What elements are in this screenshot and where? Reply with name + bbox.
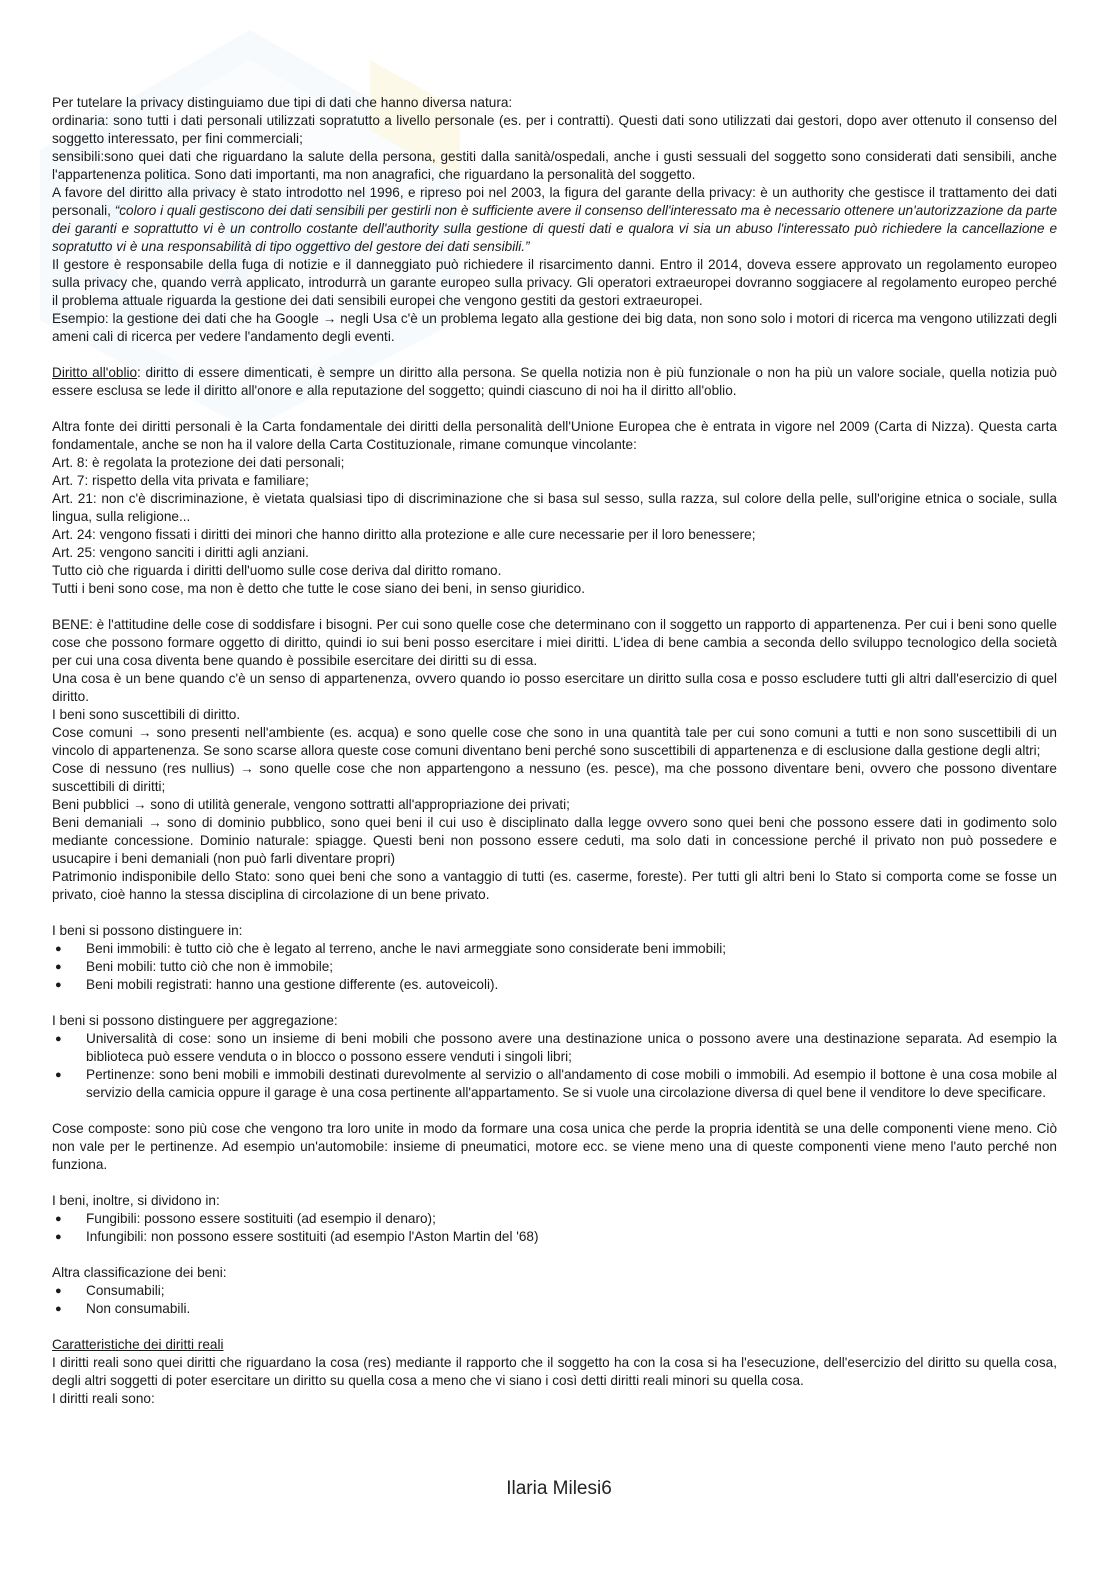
list-item <box>52 1300 1057 1318</box>
list-intro: I beni si possono distinguere per aggregazione: <box>52 1013 338 1028</box>
bullet-icon: ● <box>55 961 62 973</box>
list-intro: Altra classificazione dei beni: <box>52 1265 227 1280</box>
paragraph: Cose di nessuno (res nullius) → sono quelle cose che non appartengono a nessuno (es. pesce), ma che possono diventare beni, ovvero che possono diventare suscettibili di diritti; <box>52 761 1057 794</box>
bullet-list <box>52 1030 1057 1102</box>
list-item <box>52 1030 1057 1066</box>
paragraph: Cose comuni → sono presenti nell'ambiente (es. acqua) e sono quelle cose che sono in una quantità tale per cui sono comuni a tutti e non sono suscettibili di un vincolo di appartenenza. Se sono scarse allora queste cose comuni diventano beni perché sono suscettibili di appartenenza e di esclusione dalla gestione degli altri; <box>52 725 1057 758</box>
article-line: Art. 24: vengono fissati i diritti dei minori che hanno diritto alla protezione e alle cure necessarie per il loro benessere; <box>52 527 756 542</box>
paragraph-text: : diritto di essere dimenticati, è sempre un diritto alla persona. Se quella notizia non è più funzionale o non ha più un valore sociale, quella notizia può essere esclusa se lede il diritto all'onore e alla reputazione del soggetto; quindi ciascuno di noi ha il diritto all'oblio. <box>52 365 1057 398</box>
list-item <box>52 958 1057 976</box>
list-item <box>52 1066 1057 1102</box>
list-intro: I beni, inoltre, si dividono in: <box>52 1193 220 1208</box>
paragraph: I diritti reali sono: <box>52 1391 155 1406</box>
article-line: Art. 21: non c'è discriminazione, è vietata qualsiasi tipo di discriminazione che si basa sul sesso, sulla razza, sul colore della pelle, sull'origine etnica o sociale, sulla lingua, sulla religione... <box>52 491 1057 524</box>
bullet-icon: ● <box>55 1285 62 1297</box>
paragraph: Tutti i beni sono cose, ma non è detto che tutte le cose siano dei beni, in senso giuridico. <box>52 581 585 596</box>
document-page <box>52 94 1057 1408</box>
paragraph: Esempio: la gestione dei dati che ha Google → negli Usa c'è un problema legato alla gestione dei big data, non sono solo i motori di ricerca ma vengono utilizzati degli ameni cali di ricerca per vedere l'andamento degli eventi. <box>52 311 1057 344</box>
bullet-icon: ● <box>55 943 62 955</box>
article-line: Art. 8: è regolata la protezione dei dati personali; <box>52 455 345 470</box>
list-item-text: Infungibili: non possono essere sostituiti (ad esempio l'Aston Martin del '68) <box>86 1229 539 1244</box>
quotation: “coloro i quali gestiscono dei dati sensibili per gestirli non è sufficiente avere il consenso dell'interessato ma è necessario ottenere un'autorizzazione da parte dei garanti e soprattutto vi è un controllo costante dell'authority sulla gestione di questi dati e qualora vi sia un abuso l'interessato può richiedere la cancellazione e sopratutto vi è una responsabilità di tipo oggettivo del gestore dei dati sensibili.” <box>52 203 1058 254</box>
paragraph: Tutto ciò che riguarda i diritti dell'uomo sulle cose deriva dal diritto romano. <box>52 563 502 578</box>
list-intro: I beni si possono distinguere in: <box>52 923 243 938</box>
paragraph: Per tutelare la privacy distinguiamo due tipi di dati che hanno diversa natura: <box>52 95 513 110</box>
paragraph: Il gestore è responsabile della fuga di notizie e il danneggiato può richiedere il risarcimento danni. Entro il 2014, doveva essere approvato un regolamento europeo sulla privacy che, quando verrà applicato, introdurrà un garante europeo sulla privacy. Gli operatori extraeuropei dovranno soggiacere al regolamento europeo perché il problema attuale riguarda la gestione dei dati sensibili europei che vengono gestiti da gestori extraeuropei. <box>52 257 1057 308</box>
paragraph: Beni demaniali → sono di dominio pubblico, sono quei beni il cui uso è disciplinato dalla legge ovvero sono quei beni che possono essere dati in godimento solo mediante concessione. Dominio naturale: spiagge. Questi beni non possono essere ceduti, ma solo dati in concessione perché il privato non può possedere e usucapire i beni demaniali (non può farli diventare propri) <box>52 815 1057 866</box>
bullet-list <box>52 940 1057 994</box>
paragraph: sensibili:sono quei dati che riguardano la salute della persona, gestiti dalla sanità/ospedali, anche i gusti sessuali del soggetto sono considerati dati sensibili, anche l'appartenenza politica. Sono dati importanti, ma non anagrafici, che riguardano la personalità del soggetto. <box>52 149 1057 182</box>
page-footer: Ilaria Milesi6 <box>506 1478 612 1499</box>
paragraph: Cose composte: sono più cose che vengono tra loro unite in modo da formare una cosa unica che perde la propria identità se una delle componenti viene meno. Ciò non vale per le pertinenze. Ad esempio un'automobile: insieme di pneumatici, motore ecc. se viene meno una di queste componenti viene meno l'auto perché non funziona. <box>52 1121 1057 1172</box>
paragraph: I beni sono suscettibili di diritto. <box>52 707 241 722</box>
paragraph <box>52 364 1057 400</box>
list-item <box>52 940 1057 958</box>
list-item-text: Beni mobili registrati: hanno una gestione differente (es. autoveicoli). <box>86 977 499 992</box>
list-item-text: Beni immobili: è tutto ciò che è legato al terreno, anche le navi armeggiate sono considerate beni immobili; <box>86 941 727 956</box>
section-heading: Caratteristiche dei diritti reali <box>52 1337 224 1352</box>
list-item-text: Pertinenze: sono beni mobili e immobili destinati durevolmente al servizio o all'andamento di cose mobili o immobili. Ad esempio il bottone è una cosa mobile al servizio della camicia oppure il garage è una cosa pertinente all'appartamento. Se si vuole una circolazione diversa di quel bene il venditore lo deve specificare. <box>86 1067 1057 1100</box>
paragraph-text: A favore del diritto alla privacy è stato introdotto nel 1996, e ripreso poi nel 2003, la figura del garante della privacy: è un authority che gestisce il trattamento dei dati personali, <box>52 185 1057 218</box>
article-line: Art. 7: rispetto della vita privata e familiare; <box>52 473 309 488</box>
paragraph: I diritti reali sono quei diritti che riguardano la cosa (res) mediante il rapporto che il soggetto ha con la cosa si ha l'esecuzione, dell'esercizio del diritto su quella cosa, degli altri soggetti di poter esercitare un diritto su quella cosa a meno che vi siano i così detti diritti reali minori su quella cosa. <box>52 1355 1057 1388</box>
list-item-text: Universalità di cose: sono un insieme di beni mobili che possono avere una destinazione unica o possono avere una destinazione separata. Ad esempio la biblioteca può essere venduta o in blocco o possono essere venduti i singoli libri; <box>86 1031 1057 1064</box>
list-item <box>52 1282 1057 1300</box>
paragraph: BENE: è l'attitudine delle cose di soddisfare i bisogni. Per cui sono quelle cose che determinano con il soggetto un rapporto di appartenenza. Per cui i beni sono quelle cose che possono formare oggetto di diritto, quindi io sui beni posso esercitare i miei diritti. L'idea di bene cambia a seconda dello sviluppo tecnologico della società per cui una cosa diventa bene quando è possibile esercitare dei diritti su di essa. <box>52 617 1057 668</box>
paragraph: Patrimonio indisponibile dello Stato: sono quei beni che sono a vantaggio di tutti (es. caserme, foreste). Per tutti gli altri beni lo Stato si comporta come se fosse un privato, cioè hanno la stessa disciplina di circolazione di un bene privato. <box>52 869 1057 902</box>
paragraph: Altra fonte dei diritti personali è la Carta fondamentale dei diritti della personalità dell'Unione Europea che è entrata in vigore nel 2009 (Carta di Nizza). Questa carta fondamentale, anche se non ha il valore della Carta Costituzionale, rimane comunque vincolante: <box>52 419 1057 452</box>
list-item <box>52 1228 1057 1246</box>
bullet-list <box>52 1282 1057 1318</box>
list-item <box>52 976 1057 994</box>
paragraph <box>52 184 1057 256</box>
bullet-icon: ● <box>55 1069 62 1081</box>
bullet-icon: ● <box>55 1033 62 1045</box>
bullet-icon: ● <box>55 979 62 991</box>
bullet-icon: ● <box>55 1213 62 1225</box>
paragraph: Una cosa è un bene quando c'è un senso di appartenenza, ovvero quando io posso esercitare un diritto sulla cosa e posso escludere tutti gli altri dall'esercizio di quel diritto. <box>52 671 1057 704</box>
list-item-text: Fungibili: possono essere sostituiti (ad esempio il denaro); <box>86 1211 436 1226</box>
bullet-icon: ● <box>55 1303 62 1315</box>
paragraph: ordinaria: sono tutti i dati personali utilizzati sopratutto a livello personale (es. per i contratti). Questi dati sono utilizzati dai gestori, dopo aver ottenuto il consenso del soggetto interessato, per fini commerciali; <box>52 113 1057 146</box>
list-item-text: Consumabili; <box>86 1283 165 1298</box>
article-line: Art. 25: vengono sanciti i diritti agli anziani. <box>52 545 309 560</box>
bullet-list <box>52 1210 1057 1246</box>
list-item-text: Beni mobili: tutto ciò che non è immobile; <box>86 959 334 974</box>
bullet-icon: ● <box>55 1231 62 1243</box>
list-item-text: Non consumabili. <box>86 1301 191 1316</box>
list-item <box>52 1210 1057 1228</box>
section-heading: Diritto all'oblio <box>52 365 138 380</box>
paragraph: Beni pubblici → sono di utilità generale, vengono sottratti all'appropriazione dei privati; <box>52 797 570 812</box>
